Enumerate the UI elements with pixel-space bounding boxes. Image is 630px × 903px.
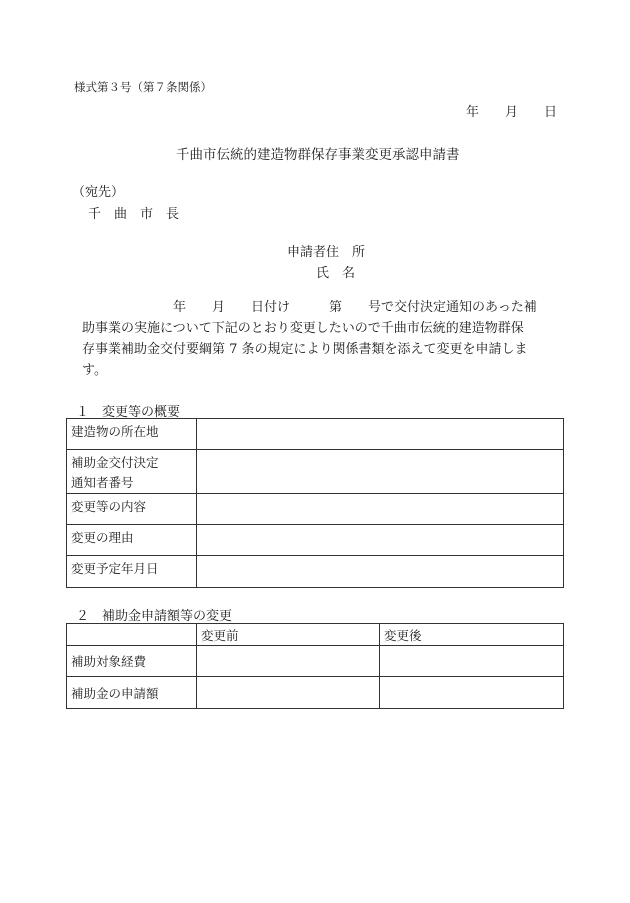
date-line: 年 月 日 — [466, 105, 558, 120]
section2-heading: ２ 補助金申請額等の変更 — [76, 609, 233, 624]
overview-table — [66, 418, 564, 588]
applicant-name-label: 氏 名 — [316, 266, 356, 281]
section1-heading: １ 変更等の概要 — [76, 405, 181, 420]
table-row — [67, 646, 564, 677]
table-row — [67, 677, 564, 709]
table-row — [67, 450, 564, 494]
column-header-after: 変更後 — [380, 624, 564, 646]
row-value-change-reason[interactable] — [197, 525, 564, 556]
row-value-decision-number[interactable] — [197, 450, 564, 494]
body-line: 年 月 日付け 第 号で交付決定通知のあった補 — [82, 300, 537, 315]
body-line: 存事業補助金交付要綱第 7 条の規定により関係書類を添えて変更を申請しま — [82, 342, 528, 357]
form-number: 様式第３号（第７条関係） — [74, 80, 212, 94]
label-line: 通知者番号 — [71, 475, 134, 490]
body-paragraph — [82, 297, 567, 381]
row-label-change-reason: 変更の理由 — [67, 525, 197, 556]
addressee-name: 千 曲 市 長 — [88, 207, 180, 222]
body-line: 助事業の実施について下記のとおり変更したいので千曲市伝統的建造物群保 — [82, 321, 524, 336]
body-line: す。 — [82, 363, 107, 378]
table-row — [67, 525, 564, 556]
label-line: 補助金交付決定 — [71, 455, 159, 470]
cell-application-amount-before[interactable] — [197, 677, 380, 709]
applicant-address-label: 申請者住 所 — [287, 245, 366, 260]
table-row — [67, 556, 564, 588]
column-header-empty — [67, 624, 197, 646]
cell-application-amount-after[interactable] — [380, 677, 564, 709]
row-value-change-content[interactable] — [197, 494, 564, 525]
column-header-before: 変更前 — [197, 624, 380, 646]
row-label-location: 建造物の所在地 — [67, 419, 197, 450]
row-label-change-date: 変更予定年月日 — [67, 556, 197, 588]
cell-eligible-cost-after[interactable] — [380, 646, 564, 677]
page-title: 千曲市伝統的建造物群保存事業変更承認申請書 — [176, 147, 460, 163]
amount-change-table — [66, 623, 564, 709]
addressee-prefix: （宛先） — [72, 185, 125, 200]
table-row — [67, 494, 564, 525]
table-header-row — [67, 624, 564, 646]
cell-eligible-cost-before[interactable] — [197, 646, 380, 677]
row-label-eligible-cost: 補助対象経費 — [67, 646, 197, 677]
row-label-change-content: 変更等の内容 — [67, 494, 197, 525]
row-label-decision-number — [67, 450, 197, 494]
table-row — [67, 419, 564, 450]
row-label-application-amount: 補助金の申請額 — [67, 677, 197, 709]
row-value-change-date[interactable] — [197, 556, 564, 588]
row-value-location[interactable] — [197, 419, 564, 450]
